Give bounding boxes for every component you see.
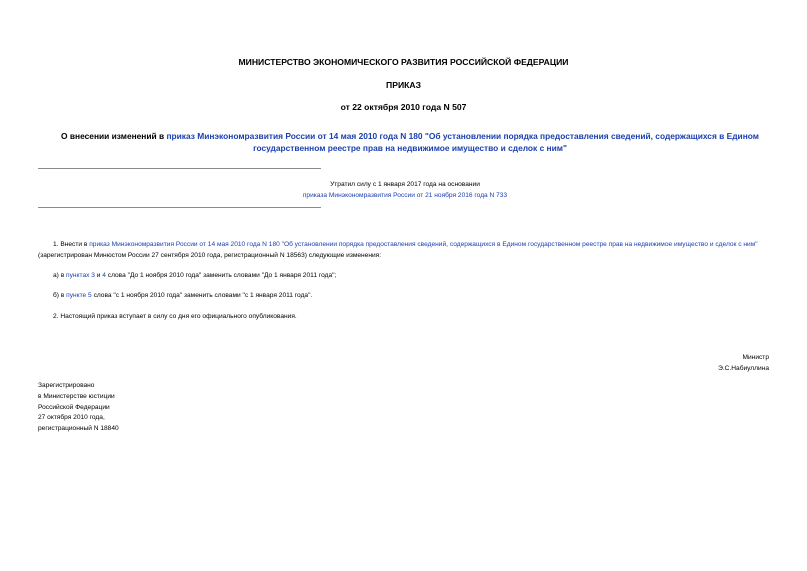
paragraph-b [38, 290, 778, 301]
registration-line-5: регистрационный N 18840 [38, 425, 119, 433]
doc-type-heading: ПРИКАЗ [386, 80, 421, 90]
pb-prefix: б) в [53, 292, 67, 299]
pa-suffix: слова "До 1 ноября 2010 года" заменить словами "До 1 января 2011 года"; [105, 272, 337, 279]
title-prefix: О внесении изменений в [61, 131, 167, 141]
p1-prefix: 1. Внести в [53, 241, 90, 248]
signature-position: Министр [742, 354, 769, 361]
pb-suffix: слова "с 1 ноября 2010 года" заменить словами "с 1 января 2011 года". [91, 292, 313, 299]
document-title [40, 131, 780, 154]
pa-and: и [94, 272, 103, 279]
signature-block [569, 352, 769, 374]
lost-force-order-link[interactable]: приказа Минэкономразвития России от 21 ноября 2016 года N 733 [302, 191, 508, 199]
paragraph-1 [38, 239, 778, 261]
title-amended-order-link[interactable]: приказ Минэкономразвития России от 14 мая 2010 года N 180 "Об установлении порядка предоставления сведений, содержащихся в Едином государственном реестре прав на недвижимое имущество и сделок с ним" [166, 131, 759, 153]
pa-link-item-3[interactable]: пунктах 3 [66, 272, 95, 279]
signature-name: Э.С.Набиуллина [718, 365, 769, 372]
pa-link-item-4[interactable]: 4 [102, 272, 106, 279]
lost-force-line: Утратил силу с 1 января 2017 года на основании [330, 181, 480, 188]
ministry-heading: МИНИСТЕРСТВО ЭКОНОМИЧЕСКОГО РАЗВИТИЯ РОССИЙСКОЙ ФЕДЕРАЦИИ [238, 57, 569, 67]
registration-block [38, 381, 298, 435]
divider-top [38, 168, 321, 169]
paragraph-a [38, 270, 778, 281]
registration-line-4: 27 октября 2010 года, [38, 414, 105, 422]
lost-force-note [240, 180, 570, 201]
p1-order-link[interactable]: приказ Минэкономразвития России от 14 мая 2010 года N 180 "Об установлении порядка предоставления сведений, содержащихся в Едином государственном реестре прав на недвижимое имущество и сделок с ним" [89, 241, 758, 248]
p1-suffix: (зарегистрирован Минюстом России 27 сентября 2010 года, регистрационный N 18563) следующие изменения: [38, 252, 382, 259]
pb-link-item-5[interactable]: пункте 5 [66, 292, 92, 299]
registration-line-1: Зарегистрировано [38, 382, 95, 389]
pa-prefix: а) в [53, 272, 67, 279]
divider-bottom [38, 207, 321, 208]
date-number-heading: от 22 октября 2010 года N 507 [340, 102, 467, 112]
paragraph-2: 2. Настоящий приказ вступает в силу со дня его официального опубликования. [53, 313, 297, 320]
registration-line-3: Российской Федерации [38, 403, 110, 411]
registration-line-2: в Министерстве юстиции [38, 392, 115, 400]
